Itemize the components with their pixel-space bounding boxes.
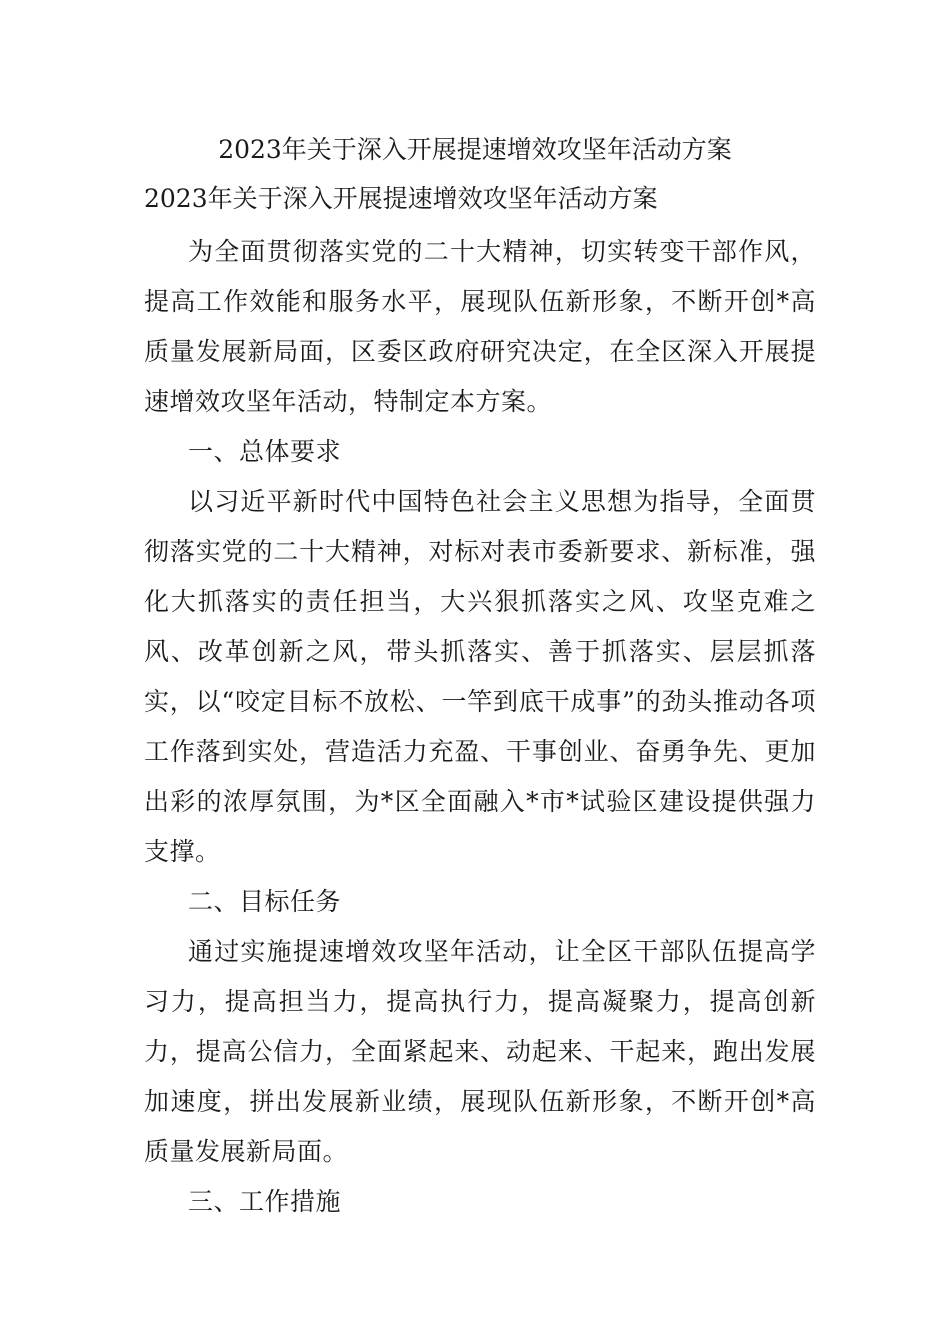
section-paragraph-goals-tasks: 通过实施提速增效攻坚年活动，让全区干部队伍提高学习力，提高担当力，提高执行力，提高凝聚力，提高创新力，提高公信力，全面紧起来、动起来、干起来，跑出发展加速度，拼出发展新业绩，展现队伍新形象，不断开创*高质量发展新局面。 [144,937,816,1166]
section-heading-goals-tasks: 二、目标任务 [188,887,342,916]
document-subtitle: 2023年关于深入开展提速增效攻坚年活动方案 [144,184,658,213]
section-heading-work-measures: 三、工作措施 [188,1187,342,1216]
intro-paragraph: 为全面贯彻落实党的二十大精神，切实转变干部作风，提高工作效能和服务水平，展现队伍新形象，不断开创*高质量发展新局面，区委区政府研究决定，在全区深入开展提速增效攻坚年活动，特制定本方案。 [144,237,816,416]
document-body [144,227,816,1227]
document-title: 2023年关于深入开展提速增效攻坚年活动方案 [218,135,732,164]
section-paragraph-general-requirements: 以习近平新时代中国特色社会主义思想为指导，全面贯彻落实党的二十大精神，对标对表市委新要求、新标准，强化大抓落实的责任担当，大兴狠抓落实之风、攻坚克难之风、改革创新之风，带头抓落实、善于抓落实、层层抓落实，以“咬定目标不放松、一竿到底干成事”的劲头推动各项工作落到实处，营造活力充盈、干事创业、奋勇争先、更加出彩的浓厚氛围，为*区全面融入*市*试验区建设提供强力支撑。 [144,487,816,866]
section-heading-general-requirements: 一、总体要求 [188,437,342,466]
